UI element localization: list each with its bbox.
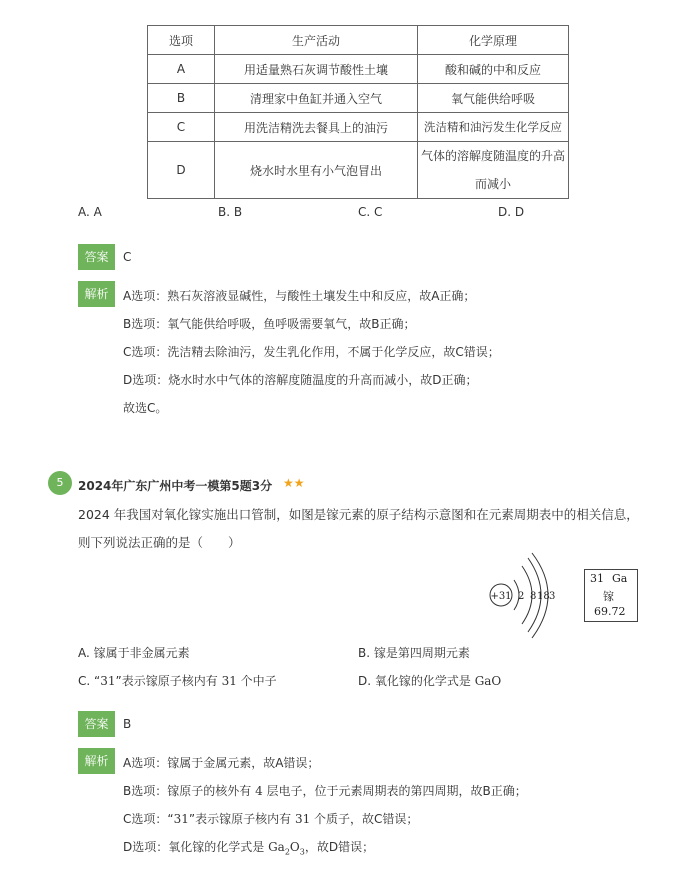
choice-a[interactable]: A. A — [78, 205, 102, 219]
table-row — [148, 55, 569, 84]
answer-tag: 答案 — [78, 711, 115, 737]
table-cell-line: 气体的溶解度随温度的升高 — [420, 149, 565, 163]
formula-subscript: 3 — [299, 847, 305, 857]
analysis-line — [123, 782, 527, 799]
choice-text: D. 氧化镓的化学式是 — [358, 674, 475, 688]
choice-b[interactable]: B. 镓是第四周期元素 — [358, 646, 470, 660]
choice-c[interactable] — [78, 672, 277, 689]
choice-a[interactable]: A. 镓属于非金属元素 — [78, 646, 190, 660]
analysis-text: ”表示镓原子核内有 — [188, 812, 295, 826]
table-cell: 用洗洁精洗去餐具上的油污 — [215, 113, 418, 142]
analysis-number: 4 — [255, 784, 263, 798]
table-cell: B — [148, 84, 215, 113]
analysis-text: C选项：“ — [123, 812, 174, 826]
question-stem-line: 2024 年我国对氧化镓实施出口管制，如图是镓元素的原子结构示意图和在元素周期表中的相关信息， — [78, 507, 639, 522]
analysis-number: 31 — [294, 812, 311, 826]
table-cell: 洗洁精和油污发生化学反应 — [418, 113, 569, 142]
choice-b[interactable]: B. B — [218, 205, 243, 219]
table-cell: 清理家中鱼缸并通入空气 — [215, 84, 418, 113]
analysis-text: 个质子，故C错误； — [310, 812, 419, 826]
answer-value: C — [123, 250, 132, 264]
table-cell: 烧水时水里有小气泡冒出 — [215, 142, 418, 199]
table-cell: 用适量熟石灰调节酸性土壤 — [215, 55, 418, 84]
analysis-line: A选项：镓属于金属元素，故A错误； — [123, 756, 320, 770]
analysis-line: D选项：烧水时水中气体的溶解度随温度的升高而减小，故D正确； — [123, 373, 478, 387]
table-cell-line: 而减小 — [474, 177, 511, 191]
analysis-line: C选项：洗洁精去除油污，发生乳化作用，不属于化学反应，故C错误； — [123, 345, 500, 359]
element-name: 镓 — [603, 590, 614, 603]
analysis-tag: 解析 — [78, 748, 115, 774]
choice-text: C. “ — [78, 674, 101, 688]
shell-electrons: 8 — [530, 591, 537, 602]
shell-electrons: 3 — [549, 591, 556, 602]
choice-number: 31 — [100, 674, 116, 688]
choice-c[interactable]: C. C — [358, 205, 383, 219]
table-header: 化学原理 — [418, 26, 569, 55]
question-number-badge: 5 — [48, 471, 72, 495]
formula-part: O — [289, 840, 300, 854]
analysis-text: B选项：镓原子的核外有 — [123, 784, 256, 798]
chemical-formula: GaO — [474, 674, 502, 688]
table-cell: 酸和碱的中和反应 — [418, 55, 569, 84]
analysis-line — [123, 838, 374, 856]
table-row — [148, 113, 569, 142]
formula-part: Ga — [268, 840, 285, 854]
answer-value: B — [123, 717, 132, 731]
analysis-line: B选项：氧气能供给呼吸，鱼呼吸需要氧气，故B正确； — [123, 317, 416, 331]
choice-d[interactable]: D. D — [498, 205, 525, 219]
shell-electrons: 2 — [518, 591, 525, 602]
atomic-number: 31 — [590, 572, 604, 585]
analysis-text: 层电子，位于元素周期表的第四周期，故B正确； — [262, 784, 527, 798]
table-cell: D — [148, 142, 215, 199]
table-cell: 氧气能供给呼吸 — [418, 84, 569, 113]
analysis-text: ，故D错误； — [304, 840, 375, 854]
choice-number: 31 — [221, 674, 237, 688]
table-header: 选项 — [148, 26, 215, 55]
options-table — [147, 25, 569, 199]
analysis-text: D选项：氧化镓的化学式是 — [123, 840, 269, 854]
chemical-formula — [268, 840, 305, 857]
table-cell: A — [148, 55, 215, 84]
analysis-line: A选项：熟石灰溶液显碱性，与酸性土壤发生中和反应，故A正确； — [123, 289, 476, 303]
nucleus-charge: +31 — [490, 591, 512, 602]
choice-text: ”表示镓原子核内有 — [115, 674, 222, 688]
shell-electrons: 18 — [537, 591, 550, 602]
question-stem-line: 则下列说法正确的是（ ） — [78, 535, 241, 550]
difficulty-stars: ★★ — [283, 476, 305, 490]
table-row — [148, 142, 569, 199]
element-symbol: Ga — [612, 572, 628, 585]
table-header: 生产活动 — [215, 26, 418, 55]
analysis-line: 故选C。 — [123, 401, 168, 415]
atom-structure-diagram — [484, 552, 564, 640]
choice-text: 个中子 — [236, 674, 277, 688]
analysis-number: 31 — [173, 812, 189, 826]
analysis-line — [123, 810, 418, 827]
periodic-table-cell — [584, 569, 638, 622]
analysis-tag: 解析 — [78, 281, 115, 307]
answer-tag: 答案 — [78, 244, 115, 270]
table-cell: C — [148, 113, 215, 142]
choice-d[interactable] — [358, 672, 501, 689]
table-row — [148, 84, 569, 113]
question-title: 2024年广东广州中考一模第5题3分 — [78, 479, 273, 493]
atomic-mass: 69.72 — [594, 605, 626, 618]
table-cell-multiline — [418, 142, 569, 199]
formula-subscript: 2 — [284, 847, 290, 857]
